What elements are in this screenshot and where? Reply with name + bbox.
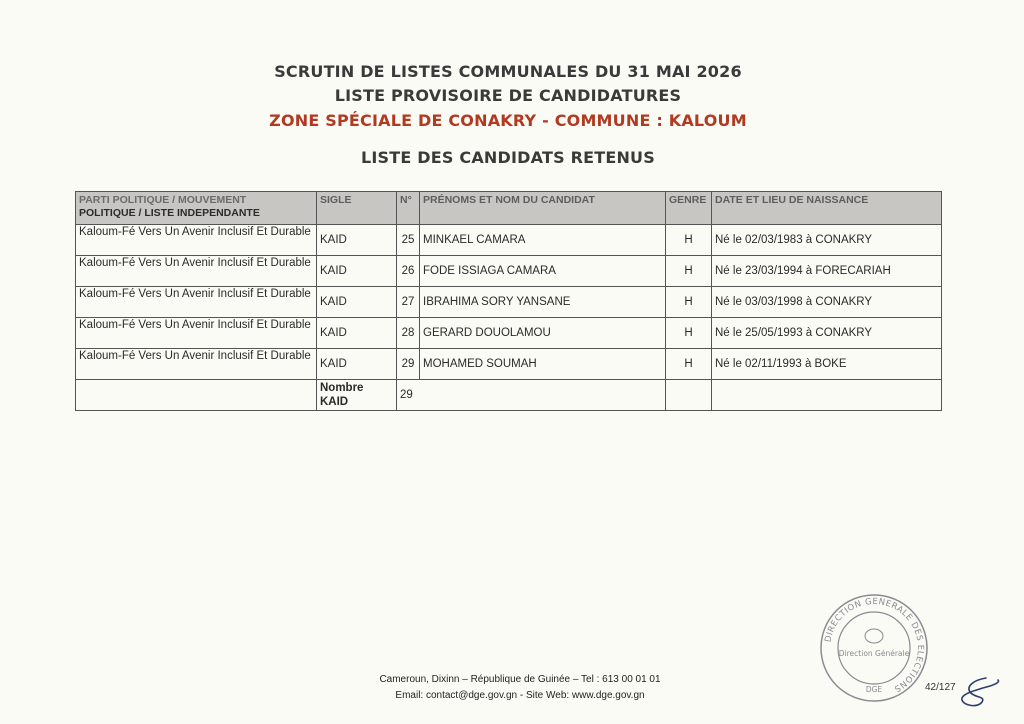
list-heading: LISTE DES CANDIDATS RETENUS	[361, 148, 655, 167]
list-status-title: LISTE PROVISOIRE DE CANDIDATURES	[334, 86, 682, 105]
cell-naissance: Né le 02/11/1993 à BOKE	[712, 349, 942, 380]
cell-num: 28	[397, 318, 420, 349]
col-header-sigle: SIGLE	[317, 192, 397, 225]
election-title: SCRUTIN DE LISTES COMMUNALES DU 31 MAI 2026	[274, 62, 742, 81]
official-stamp	[818, 592, 930, 704]
col-header-parti	[76, 192, 317, 225]
cell-num: 29	[397, 349, 420, 380]
col-header-parti-line2: POLITIQUE / LISTE INDEPENDANTE	[79, 207, 260, 219]
document-footer	[300, 672, 740, 704]
cell-nom: MOHAMED SOUMAH	[420, 349, 666, 380]
cell-sigle: KAID	[317, 349, 397, 380]
col-header-genre: GENRE	[666, 192, 712, 225]
total-value: 29	[397, 380, 666, 411]
cell-sigle: KAID	[317, 287, 397, 318]
candidates-table	[75, 191, 942, 411]
cell-sigle: KAID	[317, 256, 397, 287]
cell-parti: Kaloum-Fé Vers Un Avenir Inclusif Et Durable	[76, 256, 317, 287]
total-empty-cell	[76, 380, 317, 411]
zone-commune-title: ZONE SPÉCIALE DE CONAKRY - COMMUNE : KALOUM	[269, 111, 747, 130]
cell-nom: MINKAEL CAMARA	[420, 225, 666, 256]
cell-nom: FODE ISSIAGA CAMARA	[420, 256, 666, 287]
cell-num: 26	[397, 256, 420, 287]
cell-genre: H	[666, 287, 712, 318]
cell-num: 27	[397, 287, 420, 318]
cell-naissance: Né le 23/03/1994 à FORECARIAH	[712, 256, 942, 287]
cell-naissance: Né le 03/03/1998 à CONAKRY	[712, 287, 942, 318]
cell-naissance: Né le 25/05/1993 à CONAKRY	[712, 318, 942, 349]
footer-contact: Email: contact@dge.gov.gn - Site Web: www.dge.gov.gn	[395, 690, 645, 701]
cell-nom: GERARD DOUOLAMOU	[420, 318, 666, 349]
col-header-nom: PRÉNOMS ET NOM DU CANDIDAT	[420, 192, 666, 225]
table-row	[76, 256, 942, 287]
table-row	[76, 349, 942, 380]
col-header-naissance: DATE ET LIEU DE NAISSANCE	[712, 192, 942, 225]
cell-sigle: KAID	[317, 318, 397, 349]
table-row	[76, 318, 942, 349]
document-header	[0, 60, 1016, 170]
stamp-outer-text: DIRECTION GENERALE DES ELECTIONS	[823, 596, 926, 694]
cell-sigle: KAID	[317, 225, 397, 256]
cell-genre: H	[666, 225, 712, 256]
cell-parti: Kaloum-Fé Vers Un Avenir Inclusif Et Durable	[76, 349, 317, 380]
cell-parti: Kaloum-Fé Vers Un Avenir Inclusif Et Durable	[76, 225, 317, 256]
stamp-bottom-text: DGE	[865, 685, 883, 694]
cell-naissance: Né le 02/03/1983 à CONAKRY	[712, 225, 942, 256]
cell-genre: H	[666, 318, 712, 349]
cell-genre: H	[666, 349, 712, 380]
cell-num: 25	[397, 225, 420, 256]
table-row	[76, 287, 942, 318]
cell-parti: Kaloum-Fé Vers Un Avenir Inclusif Et Durable	[76, 318, 317, 349]
cell-genre: H	[666, 256, 712, 287]
col-header-parti-line1: PARTI POLITIQUE / MOUVEMENT	[79, 194, 247, 206]
stamp-inner-text: Direction Générale	[838, 649, 910, 658]
col-header-num: N°	[397, 192, 420, 225]
total-row	[76, 380, 942, 411]
cell-nom: IBRAHIMA SORY YANSANE	[420, 287, 666, 318]
table-header-row	[76, 192, 942, 225]
total-label: Nombre KAID	[317, 380, 397, 411]
total-empty-cell	[712, 380, 942, 411]
total-empty-cell	[666, 380, 712, 411]
signature-mark	[956, 674, 1004, 708]
footer-address: Cameroun, Dixinn – République de Guinée – Tel : 613 00 01 01	[379, 674, 661, 685]
page-number: 42/127	[925, 682, 956, 693]
cell-parti: Kaloum-Fé Vers Un Avenir Inclusif Et Durable	[76, 287, 317, 318]
table-row	[76, 225, 942, 256]
